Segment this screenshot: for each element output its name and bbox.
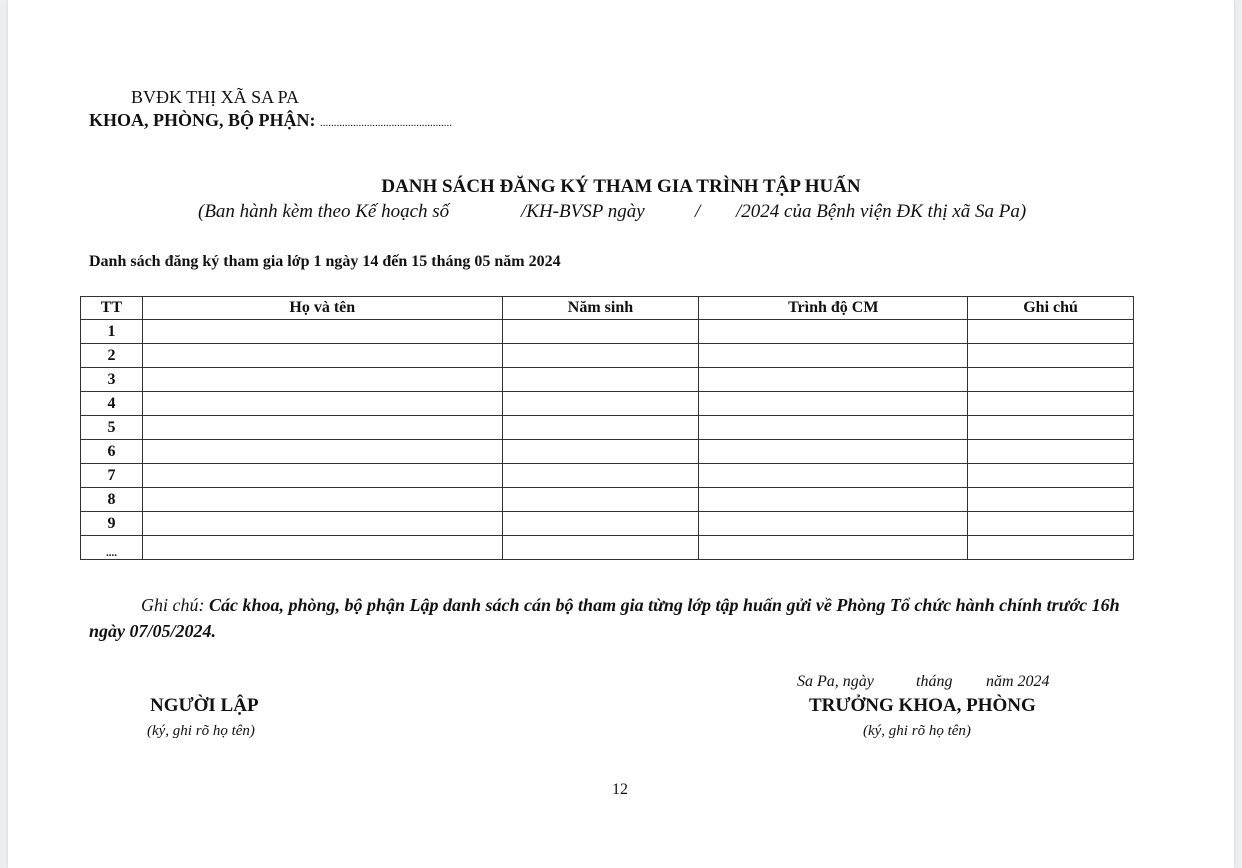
qualification-cell[interactable] xyxy=(699,440,968,464)
birth-year-cell[interactable] xyxy=(502,512,699,536)
notes-cell[interactable] xyxy=(968,440,1134,464)
qualification-cell[interactable] xyxy=(699,488,968,512)
qualification-cell[interactable] xyxy=(699,344,968,368)
subtitle-part-2: /KH-BVSP ngày xyxy=(521,201,645,222)
signer-left-hint: (ký, ghi rõ họ tên) xyxy=(147,723,255,739)
row-number: 8 xyxy=(81,488,143,512)
name-cell[interactable] xyxy=(142,440,502,464)
qualification-cell[interactable] xyxy=(699,464,968,488)
name-cell[interactable] xyxy=(142,320,502,344)
row-number: 6 xyxy=(81,440,143,464)
subtitle-part-3: / xyxy=(695,201,701,222)
table-header-row xyxy=(81,297,1134,320)
name-cell[interactable] xyxy=(142,512,502,536)
table-row xyxy=(81,512,1134,536)
row-number: 9 xyxy=(81,512,143,536)
birth-year-cell[interactable] xyxy=(502,320,699,344)
row-number: .... xyxy=(81,536,143,560)
department-label: KHOA, PHÒNG, BỘ PHẬN: xyxy=(89,110,316,130)
table-row xyxy=(81,368,1134,392)
notes-cell[interactable] xyxy=(968,416,1134,440)
qualification-cell[interactable] xyxy=(699,512,968,536)
table-row xyxy=(81,416,1134,440)
name-cell[interactable] xyxy=(142,416,502,440)
notes-cell[interactable] xyxy=(968,536,1134,560)
birth-year-cell[interactable] xyxy=(502,416,699,440)
notes-cell[interactable] xyxy=(968,512,1134,536)
registration-table xyxy=(80,296,1134,560)
birth-year-cell[interactable] xyxy=(502,464,699,488)
notes-cell[interactable] xyxy=(968,392,1134,416)
table-row xyxy=(81,488,1134,512)
header-notes: Ghi chú xyxy=(968,297,1134,320)
table-row xyxy=(81,344,1134,368)
birth-year-cell[interactable] xyxy=(502,488,699,512)
department-dots: ................................................ xyxy=(320,117,452,129)
notes-cell[interactable] xyxy=(968,488,1134,512)
name-cell[interactable] xyxy=(142,392,502,416)
document-page xyxy=(8,0,1234,868)
notes-cell[interactable] xyxy=(968,464,1134,488)
name-cell[interactable] xyxy=(142,344,502,368)
birth-year-cell[interactable] xyxy=(502,536,699,560)
place-date-part-1: Sa Pa, ngày xyxy=(797,673,874,690)
department-label-line xyxy=(89,110,452,131)
header-name: Họ và tên xyxy=(142,297,502,320)
row-number: 2 xyxy=(81,344,143,368)
place-date-part-3: năm 2024 xyxy=(986,673,1050,690)
row-number: 1 xyxy=(81,320,143,344)
signer-left-title: NGƯỜI LẬP xyxy=(150,695,259,716)
notes-cell[interactable] xyxy=(968,368,1134,392)
notes-cell[interactable] xyxy=(968,320,1134,344)
birth-year-cell[interactable] xyxy=(502,440,699,464)
subtitle-part-4: /2024 của Bệnh viện ĐK thị xã Sa Pa) xyxy=(736,201,1027,222)
name-cell[interactable] xyxy=(142,464,502,488)
notes-cell[interactable] xyxy=(968,344,1134,368)
qualification-cell[interactable] xyxy=(699,368,968,392)
birth-year-cell[interactable] xyxy=(502,392,699,416)
signer-right-title: TRƯỞNG KHOA, PHÒNG xyxy=(809,695,1036,716)
header-qualification: Trình độ CM xyxy=(699,297,968,320)
name-cell[interactable] xyxy=(142,488,502,512)
organization-name: BVĐK THỊ XÃ SA PA xyxy=(131,87,300,107)
birth-year-cell[interactable] xyxy=(502,368,699,392)
list-title: Danh sách đăng ký tham gia lớp 1 ngày 14 đến 15 tháng 05 năm 2024 xyxy=(89,253,561,270)
table-row xyxy=(81,392,1134,416)
qualification-cell[interactable] xyxy=(699,416,968,440)
table-row xyxy=(81,536,1134,560)
name-cell[interactable] xyxy=(142,368,502,392)
subtitle-part-1: (Ban hành kèm theo Kế hoạch số xyxy=(198,201,450,222)
row-number: 3 xyxy=(81,368,143,392)
row-number: 7 xyxy=(81,464,143,488)
table-row xyxy=(81,440,1134,464)
signer-right-hint: (ký, ghi rõ họ tên) xyxy=(863,723,971,739)
table-row xyxy=(81,320,1134,344)
note-text: Các khoa, phòng, bộ phận Lập danh sách cán bộ tham gia từng lớp tập huấn gửi về Phòng Tổ chức hành chính trước 16h ngày 07/05/2024. xyxy=(89,595,1120,641)
header-tt: TT xyxy=(81,297,143,320)
name-cell[interactable] xyxy=(142,536,502,560)
table-row xyxy=(81,464,1134,488)
row-number: 4 xyxy=(81,392,143,416)
row-number: 5 xyxy=(81,416,143,440)
place-date-part-2: tháng xyxy=(916,673,953,690)
qualification-cell[interactable] xyxy=(699,536,968,560)
qualification-cell[interactable] xyxy=(699,320,968,344)
document-title: DANH SÁCH ĐĂNG KÝ THAM GIA TRÌNH TẬP HUẤN xyxy=(381,176,861,197)
birth-year-cell[interactable] xyxy=(502,344,699,368)
note-paragraph xyxy=(89,592,1139,644)
page-number: 12 xyxy=(612,781,628,798)
header-birth-year: Năm sinh xyxy=(502,297,699,320)
note-label: Ghi chú: xyxy=(141,595,205,615)
qualification-cell[interactable] xyxy=(699,392,968,416)
